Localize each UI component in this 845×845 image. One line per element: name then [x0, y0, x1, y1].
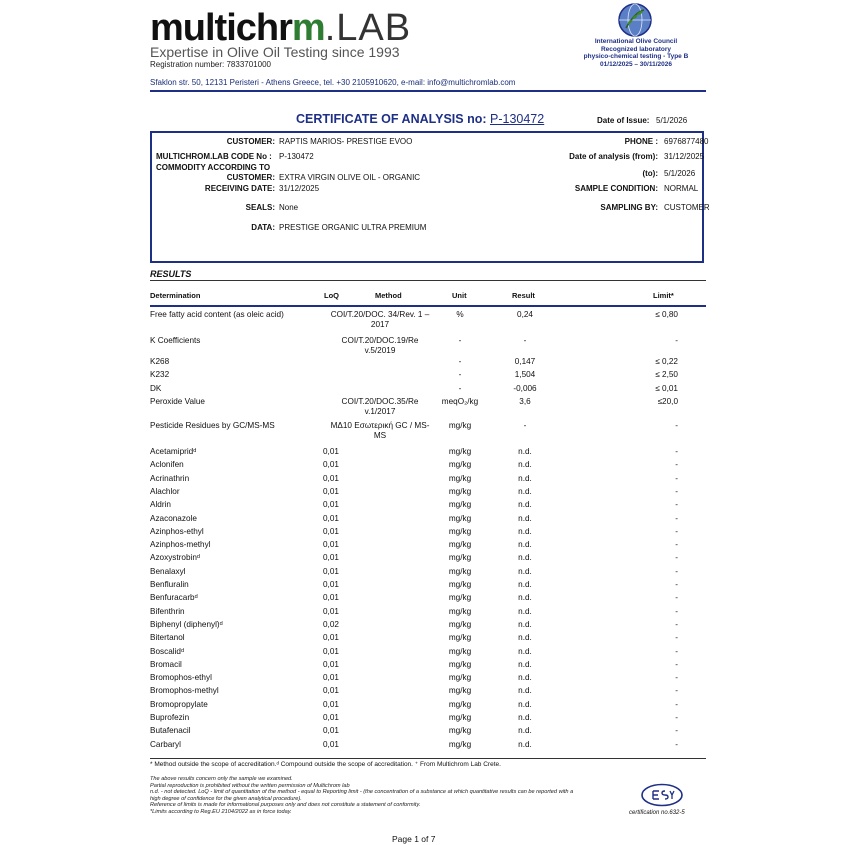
cell-limit: -	[675, 580, 678, 589]
esyd-caption: certification no.632-5	[629, 810, 685, 816]
header-unit: Unit	[452, 291, 467, 300]
cell-name: Bitertanol	[150, 633, 185, 643]
cell-name: K232	[150, 370, 170, 379]
commodity-customer-label: CUSTOMER:	[226, 173, 275, 182]
cell-result: n.d.	[518, 460, 532, 470]
cell-result: 0,147	[514, 357, 536, 366]
cell-result: n.d.	[518, 686, 532, 696]
sample-condition-label: SAMPLE CONDITION:	[574, 184, 658, 193]
cell-result: n.d.	[518, 673, 532, 683]
cell-name: Bromophos-methyl	[150, 686, 219, 696]
cell-loq: 0,01	[323, 540, 339, 550]
customer-value: RAPTIS MARIOS- PRESTIGE EVOO	[279, 137, 413, 146]
disclaimer: The above results concern only the sample we examined. Partial reproduction is prohibited without the written permission of Multichrom lab n.d. - not detected. LoQ - limit of quantitation of the method - equal to Reporting limit - (the concentration of a substance at which quantitative results can be reported with a high degree of confidence for the given analytical procedure). Reference of limits is made for informational purposes only and does not constitute a statement of conformity. *Limits according to Reg.EU 2104/2022 as in force today.	[150, 776, 574, 815]
cell-name: Azinphos-ethyl	[150, 526, 204, 536]
cell-loq: 0,01	[323, 739, 339, 749]
analysis-from-value: 31/12/2025	[664, 152, 705, 161]
cell-result: -0,006	[513, 384, 537, 393]
cell-unit: meqO₂/kg	[441, 397, 479, 406]
sampling-by-label: SAMPLING BY:	[600, 203, 658, 212]
cell-loq: 0,01	[323, 633, 339, 643]
cell-loq: 0,01	[323, 580, 339, 589]
cell-unit: mg/kg	[448, 421, 472, 430]
cell-result: n.d.	[518, 473, 532, 483]
cell-limit: -	[675, 460, 678, 470]
cell-loq: 0,01	[323, 686, 339, 696]
cell-result: n.d.	[518, 593, 532, 603]
cell-name: Boscalidᵈ	[150, 646, 185, 656]
commodity-value: EXTRA VIRGIN OLIVE OIL - ORGANIC	[279, 173, 421, 182]
footer-rule	[150, 758, 706, 759]
cell-limit: -	[675, 633, 678, 643]
cell-name: Azoxystrobinᵈ	[150, 553, 200, 563]
cell-loq: 0,01	[323, 699, 339, 709]
sampling-by-value: CUSTOMER	[664, 203, 710, 212]
cell-result: n.d.	[518, 540, 532, 550]
cell-limit: -	[675, 447, 678, 456]
date-of-issue: 5/1/2026	[656, 116, 688, 125]
cell-result: n.d.	[518, 486, 532, 496]
cell-unit: mg/kg	[448, 673, 472, 683]
results-top-rule	[150, 280, 706, 281]
analysis-to-value: 5/1/2026	[664, 169, 696, 178]
cell-loq: 0,01	[323, 606, 339, 616]
page-number: Page 1 of 7	[392, 834, 436, 844]
cell-limit: -	[675, 739, 678, 749]
cell-result: n.d.	[518, 606, 532, 616]
cell-result: n.d.	[518, 659, 532, 669]
cell-unit: mg/kg	[448, 646, 472, 656]
cell-result: n.d.	[518, 646, 532, 656]
cell-unit: -	[458, 336, 462, 345]
cell-loq: 0,01	[323, 513, 339, 523]
cell-result: n.d.	[518, 633, 532, 643]
cell-name: Biphenyl (diphenyl)ᵈ	[150, 619, 223, 629]
cell-name: Bromophos-ethyl	[150, 673, 212, 683]
cell-method: COI/T.20/DOC. 34/Rev. 1 – 2017	[330, 310, 430, 329]
cell-name: Peroxide Value	[150, 397, 205, 406]
registration-number: Registration number: 7833701000	[150, 60, 271, 69]
cell-limit: ≤ 0,80	[655, 310, 678, 319]
cell-loq: 0,01	[323, 447, 339, 456]
cell-loq: 0,01	[323, 659, 339, 669]
cell-limit: -	[675, 566, 678, 576]
cell-name: Aclonifen	[150, 460, 184, 470]
cell-loq: 0,01	[323, 713, 339, 722]
cell-unit: mg/kg	[448, 739, 472, 749]
cell-result: n.d.	[518, 526, 532, 536]
cell-result: -	[523, 421, 527, 430]
seals-value: None	[279, 203, 299, 212]
cell-name: Acetamipridᵈ	[150, 447, 197, 456]
analysis-to-label: (to):	[642, 169, 658, 178]
cell-limit: -	[675, 619, 678, 629]
cell-name: Acrinathrin	[150, 473, 190, 483]
cell-limit: -	[675, 500, 678, 510]
lab-logo: multichrm.LAB	[150, 7, 412, 49]
cell-unit: mg/kg	[448, 619, 472, 629]
cell-unit: mg/kg	[448, 513, 472, 523]
header-limit: Limit*	[653, 291, 674, 300]
cell-loq: 0,01	[323, 673, 339, 683]
results-heading: RESULTS	[150, 269, 192, 279]
cell-result: n.d.	[518, 566, 532, 576]
cell-name: Pesticide Residues by GC/MS-MS	[150, 421, 275, 430]
receiving-date-value: 31/12/2025	[279, 184, 320, 193]
sample-info-box	[150, 131, 704, 263]
cell-unit: mg/kg	[448, 526, 472, 536]
cell-unit: mg/kg	[448, 447, 472, 456]
sample-condition-value: NORMAL	[664, 184, 699, 193]
cell-unit: mg/kg	[448, 699, 472, 709]
cell-loq: 0,01	[323, 526, 339, 536]
cell-loq: 0,02	[323, 619, 339, 629]
cell-loq: 0,01	[323, 486, 339, 496]
cell-limit: -	[675, 336, 678, 345]
header-method: Method	[375, 291, 402, 300]
receiving-date-label: RECEIVING DATE:	[204, 184, 275, 193]
cell-loq: 0,01	[323, 646, 339, 656]
cell-result: 3,6	[519, 397, 531, 406]
data-label: DATA:	[251, 223, 275, 232]
cell-name: K Coefficients	[150, 336, 201, 345]
cell-name: Buprofezin	[150, 713, 190, 722]
cell-unit: mg/kg	[448, 713, 472, 722]
cell-name: Butafenacil	[150, 726, 191, 736]
lab-address: Sfaklon str. 50, 12131 Peristeri - Athens Greece, tel. +30 2105910620, e-mail: info@multichromlab.com	[150, 78, 516, 87]
esyd-seal-icon	[640, 783, 684, 807]
cell-name: Aldrin	[150, 500, 171, 510]
cell-unit: mg/kg	[448, 486, 472, 496]
cell-result: n.d.	[518, 699, 532, 709]
cell-result: n.d.	[518, 726, 532, 736]
cell-result: n.d.	[518, 447, 532, 456]
cell-loq: 0,01	[323, 553, 339, 563]
cell-unit: mg/kg	[448, 633, 472, 643]
cell-limit: -	[675, 540, 678, 550]
cell-limit: -	[675, 513, 678, 523]
cell-unit: mg/kg	[448, 686, 472, 696]
cell-unit: mg/kg	[448, 606, 472, 616]
cell-limit: -	[675, 553, 678, 563]
phone-value: 6976877480	[664, 137, 709, 146]
cell-name: DK	[150, 384, 162, 393]
cell-loq: 0,01	[323, 500, 339, 510]
phone-label: PHONE :	[624, 137, 658, 146]
cell-method: COI/T.20/DOC.35/Re v.1/2017	[341, 397, 419, 416]
cell-limit: ≤ 0,22	[655, 357, 678, 366]
cell-unit: mg/kg	[448, 659, 472, 669]
cell-limit: -	[675, 486, 678, 496]
code-label: MULTICHROM.LAB CODE No :	[156, 152, 272, 161]
cell-limit: -	[675, 606, 678, 616]
cell-name: Bromacil	[150, 659, 182, 669]
cell-result: n.d.	[518, 553, 532, 563]
cell-method: ΜΔ10 Εσωτερική GC / MS-MS	[330, 421, 430, 440]
cell-result: n.d.	[518, 513, 532, 523]
cell-name: Bifenthrin	[150, 606, 185, 616]
data-value: PRESTIGE ORGANIC ULTRA PREMIUM	[279, 223, 427, 232]
customer-label: CUSTOMER:	[226, 137, 275, 146]
cell-name: Benalaxyl	[150, 566, 186, 576]
header-divider	[150, 90, 706, 92]
cell-limit: -	[675, 699, 678, 709]
cell-unit: mg/kg	[448, 473, 472, 483]
cell-limit: -	[675, 421, 678, 430]
certificate-number: P-130472	[490, 112, 545, 126]
commodity-label: COMMODITY ACCORDING TO	[156, 163, 271, 172]
cell-name: Benfluralin	[150, 580, 189, 589]
cell-result: n.d.	[518, 500, 532, 510]
header-loq: LoQ	[324, 291, 339, 300]
cell-unit: mg/kg	[448, 460, 472, 470]
cell-result: n.d.	[518, 713, 532, 722]
cell-result: -	[523, 336, 527, 345]
cell-unit: mg/kg	[448, 553, 472, 563]
cell-result: n.d.	[518, 739, 532, 749]
cell-limit: ≤ 0,01	[655, 384, 678, 393]
seals-label: SEALS:	[245, 203, 275, 212]
cell-limit: -	[675, 673, 678, 683]
certificate-title: CERTIFICATE OF ANALYSIS no:	[296, 112, 487, 126]
cell-unit: mg/kg	[448, 540, 472, 550]
code-value: P-130472	[279, 152, 314, 161]
cell-limit: ≤ 2,50	[655, 370, 678, 379]
globe-olive-branch-icon	[617, 2, 653, 38]
cell-limit: -	[675, 659, 678, 669]
cell-limit: ≤20,0	[657, 397, 678, 406]
cell-loq: 0,01	[323, 593, 339, 603]
cell-result: 0,24	[517, 310, 533, 319]
cell-unit: mg/kg	[448, 726, 472, 736]
lab-tagline: Expertise in Olive Oil Testing since 1993	[150, 44, 400, 60]
cell-unit: %	[456, 310, 464, 319]
cell-limit: -	[675, 646, 678, 656]
cell-result: n.d.	[518, 619, 532, 629]
cell-method: COI/T.20/DOC.19/Re v.5/2019	[341, 336, 419, 355]
cell-limit: -	[675, 713, 678, 722]
cell-result: 1,504	[514, 370, 536, 379]
cell-result: n.d.	[518, 580, 532, 589]
cell-loq: 0,01	[323, 473, 339, 483]
cell-limit: -	[675, 593, 678, 603]
cell-unit: mg/kg	[448, 566, 472, 576]
ioc-recognition: International Olive Council Recognized laboratory physico-chemical testing - Type B 01/12/2025 – 30/11/2026	[583, 38, 689, 68]
cell-limit: -	[675, 686, 678, 696]
cell-name: Azinphos-methyl	[150, 540, 211, 550]
cell-limit: -	[675, 526, 678, 536]
cell-unit: mg/kg	[448, 580, 472, 589]
cell-loq: 0,01	[323, 726, 339, 736]
cell-name: Azaconazole	[150, 513, 197, 523]
footnotes: * Method outside the scope of accreditation.ᵈ Compound outside the scope of accreditation. ⁺ From Multichrom Lab Crete.	[150, 761, 501, 768]
header-determination: Determination	[150, 291, 201, 300]
cell-name: Bromopropylate	[150, 699, 208, 709]
cell-limit: -	[675, 473, 678, 483]
cell-unit: -	[458, 384, 462, 393]
results-header-rule	[150, 305, 706, 307]
cell-name: Carbaryl	[150, 739, 181, 749]
cell-loq: 0,01	[323, 460, 339, 470]
cell-name: K268	[150, 357, 170, 366]
cell-unit: mg/kg	[448, 500, 472, 510]
cell-name: Alachlor	[150, 486, 180, 496]
analysis-from-label: Date of analysis (from):	[569, 152, 658, 161]
cell-name: Free fatty acid content (as oleic acid)	[150, 310, 284, 319]
cell-unit: -	[458, 357, 462, 366]
header-result: Result	[512, 291, 535, 300]
cell-unit: mg/kg	[448, 593, 472, 603]
cell-loq: 0,01	[323, 566, 339, 576]
cell-name: Benfuracarbᵈ	[150, 593, 198, 603]
cell-limit: -	[675, 726, 678, 736]
date-of-issue-label: Date of Issue:	[597, 116, 650, 125]
cell-unit: -	[458, 370, 462, 379]
